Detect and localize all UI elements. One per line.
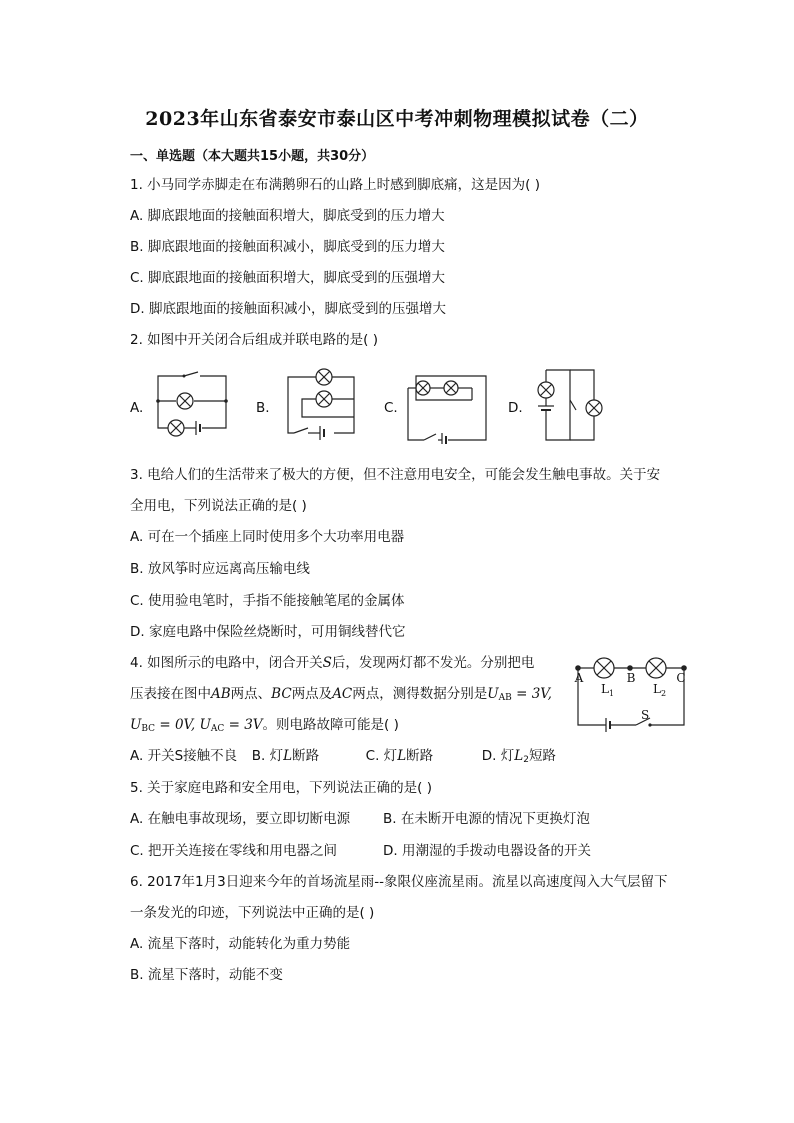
q1-option-d: D. 脚底跟地面的接触面积减小，脚底受到的压强增大 — [130, 301, 446, 317]
q2-label-d: D. — [508, 400, 523, 416]
q4-option-b: B. 灯L断路 — [251, 748, 320, 764]
q2-circuit-d — [530, 366, 610, 444]
section-heading: 一、单选题（本大题共15小题，共30分） — [130, 149, 375, 164]
q6-option-b: B. 流星下落时，动能不变 — [130, 967, 283, 983]
q4-stem-line1: 4. 如图所示的电路中，闭合开关S后，发现两灯都不发光。分别把电 — [130, 655, 535, 671]
q3-option-d: D. 家庭电路中保险丝烧断时，可用铜线替代它 — [130, 624, 406, 640]
q3-stem-line2: 全用电，下列说法正确的是( ) — [130, 498, 307, 514]
q4-fig-label-l2: $L_2$ — [653, 682, 667, 698]
q3-option-b: B. 放风筝时应远离高压输电线 — [130, 561, 310, 577]
q2-circuit-a — [150, 368, 234, 442]
q4-fig-label-l1: $L_1$ — [601, 682, 615, 698]
q4-option-a: A. 开关S接触不良 — [130, 748, 238, 764]
q2-circuit-c — [402, 370, 494, 444]
page-title: 2023年山东省泰安市泰山区中考冲刺物理模拟试卷（二） — [145, 108, 649, 130]
q4-option-c: C. 灯L断路 — [365, 748, 434, 764]
q4-fig-label-c: C — [676, 671, 686, 685]
q2-label-b: B. — [256, 400, 270, 416]
q2-label-a: A. — [130, 400, 144, 416]
q4-options — [130, 747, 556, 769]
q5-stem: 5. 关于家庭电路和安全用电，下列说法正确的是( ) — [130, 780, 432, 796]
q6-stem-line2: 一条发光的印迹，下列说法中正确的是( ) — [130, 905, 375, 921]
q1-stem: 1. 小马同学赤脚走在布满鹅卵石的山路上时感到脚底痛，这是因为( ) — [130, 177, 540, 193]
q1-option-a: A. 脚底跟地面的接触面积增大，脚底受到的压力增大 — [130, 208, 445, 224]
q3-stem-line1: 3. 电给人们的生活带来了极大的方便，但不注意用电安全，可能会发生触电事故。关于安 — [130, 467, 661, 483]
q4-circuit-figure — [570, 655, 694, 733]
q1-option-c: C. 脚底跟地面的接触面积增大，脚底受到的压强增大 — [130, 270, 446, 286]
q6-stem-line1: 6. 2017年1月3日迎来今年的首场流星雨--象限仪座流星雨。流星以高速度闯入大气层留下 — [130, 874, 668, 890]
q6-option-a: A. 流星下落时，动能转化为重力势能 — [130, 936, 351, 952]
q4-option-d: D. 灯$L_2$短路 — [481, 748, 556, 765]
q2-circuit-b — [280, 365, 360, 443]
q4-stem-line3: $U_{BC} = 0V$, $U_{AC} = 3V$。则电路故障可能是( ) — [130, 717, 399, 734]
q4-fig-label-s: S — [641, 708, 650, 722]
q5-option-a: A. 在触电事故现场，要立即切断电源 — [130, 811, 351, 827]
q4-stem-line2: 压表接在图中AB两点、BC两点及AC两点，测得数据分别是$U_{AB} = 3V$, — [130, 686, 552, 703]
q5-option-b: B. 在未断开电源的情况下更换灯泡 — [383, 811, 590, 827]
q4-fig-label-b: B — [626, 671, 636, 685]
q4-fig-label-a: A — [574, 671, 584, 685]
q5-option-c: C. 把开关连接在零线和用电器之间 — [130, 843, 338, 859]
q2-stem: 2. 如图中开关闭合后组成并联电路的是( ) — [130, 332, 378, 348]
q2-label-c: C. — [384, 400, 398, 416]
q5-option-d: D. 用潮湿的手拨动电器设备的开关 — [383, 843, 591, 859]
q1-option-b: B. 脚底跟地面的接触面积减小，脚底受到的压力增大 — [130, 239, 445, 255]
q3-option-c: C. 使用验电笔时，手指不能接触笔尾的金属体 — [130, 593, 405, 609]
q3-option-a: A. 可在一个插座上同时使用多个大功率用电器 — [130, 529, 405, 545]
